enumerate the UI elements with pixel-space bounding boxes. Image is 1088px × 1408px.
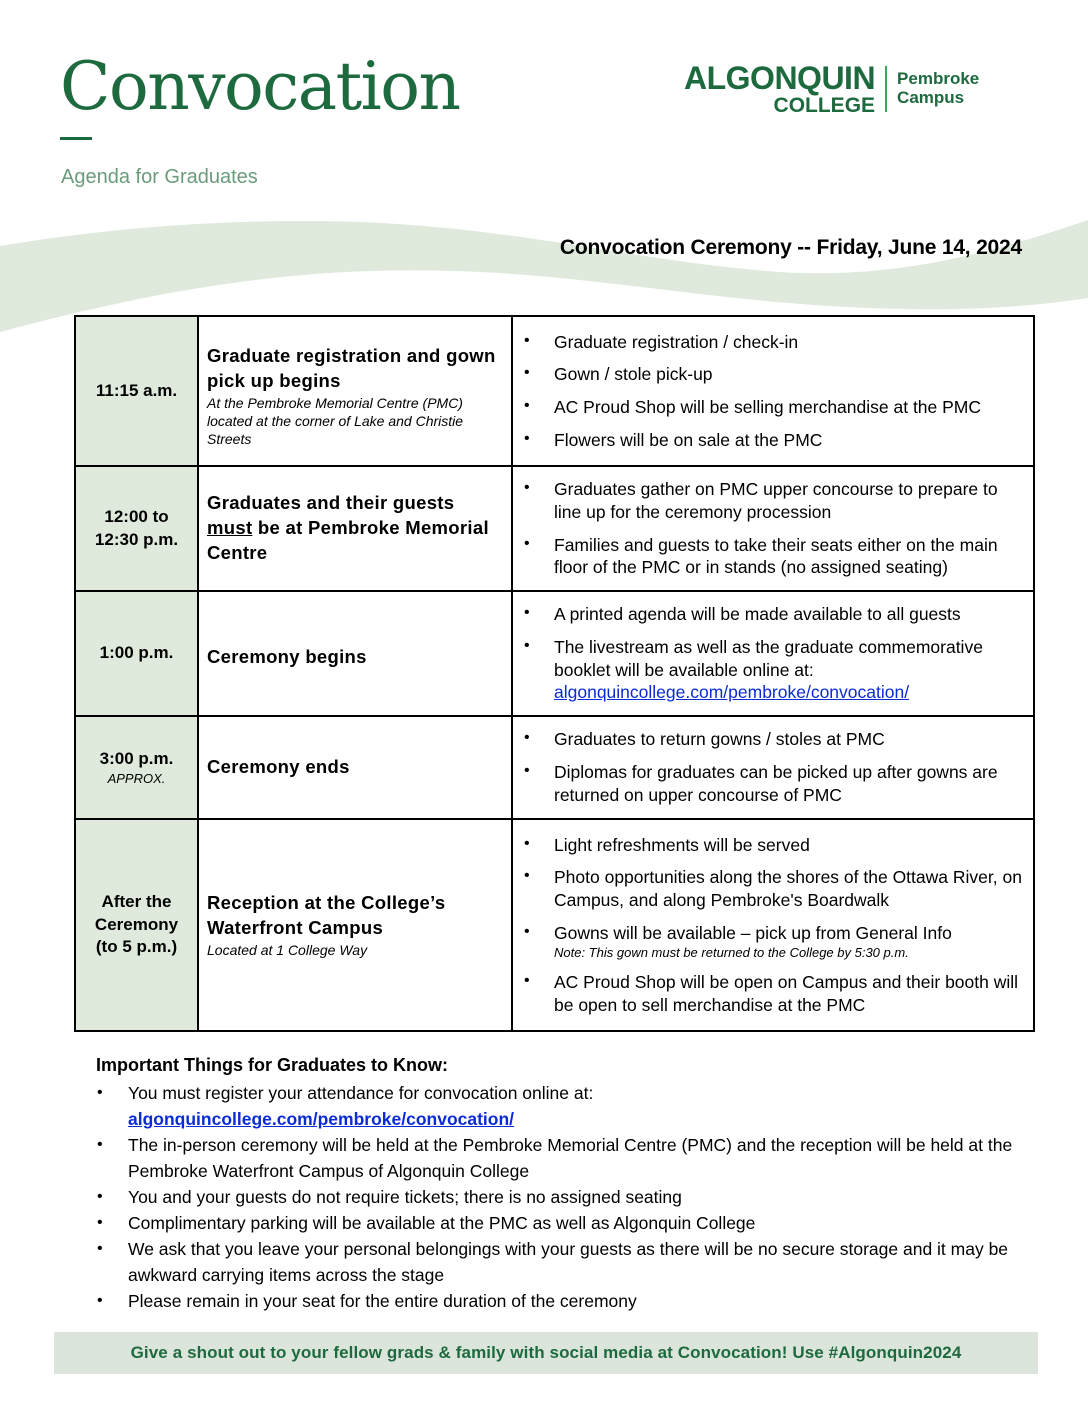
event-cell [198,316,512,466]
event-cell [198,716,512,819]
social-media-banner [54,1332,1038,1374]
event-cell [198,466,512,591]
social-media-banner-text: Give a shout out to your fellow grads & family with social media at Convocation! Use #Algonquin2024 [130,1343,962,1362]
important-item: • Complimentary parking will be available at the PMC as well as Algonquin College [96,1210,1036,1236]
details-cell [512,316,1034,466]
details-item: • Graduate registration / check-in [521,331,1023,354]
title-underline-rule [60,137,92,140]
logo-campus-line1: Pembroke [897,69,980,89]
time-text: 1:00 p.m. [99,643,174,663]
details-item: • Gown / stole pick-up [521,363,1023,386]
event-title-before: Graduates and their guests [207,492,455,514]
details-list [521,728,1023,806]
agenda-row [75,591,1034,716]
event-note: At the Pembroke Memorial Centre (PMC) located at the corner of Lake and Christie Streets [207,394,464,448]
important-list [96,1080,1036,1314]
event-title: Ceremony begins [207,646,367,668]
event-title-after: be at Pembroke Memorial Centre [207,517,489,563]
details-item: • AC Proud Shop will be selling merchandise at the PMC [521,396,1023,419]
page-subtitle: Agenda for Graduates [61,166,258,188]
event-title-emphasis: must [207,517,253,539]
algonquin-college-logo [684,62,979,116]
details-item: • Light refreshments will be served [521,834,1023,857]
time-cell [75,591,198,716]
logo-college-text: COLLEGE [773,94,876,117]
important-item: • We ask that you leave your personal belongings with your guests as there will be no secure storage and it may be awkward carrying items across the stage [96,1236,1036,1288]
logo-divider [885,66,887,112]
important-item: • The in-person ceremony will be held at the Pembroke Memorial Centre (PMC) and the reception will be held at the Pembroke Waterfront Campus of Algonquin College [96,1132,1036,1184]
logo-wordmark [684,62,875,116]
agenda-row [75,466,1034,591]
convocation-link[interactable]: algonquincollege.com/pembroke/convocation/ [554,682,910,703]
details-cell [512,466,1034,591]
logo-campus-line2: Campus [897,88,965,107]
details-list [521,331,1023,452]
time-cell [75,466,198,591]
important-item [96,1080,1036,1132]
time-cell [75,716,198,819]
time-cell [75,819,198,1031]
details-item: • Families and guests to take their seats either on the main floor of the PMC or in stands (no assigned seating) [521,534,1023,580]
important-item: • Please remain in your seat for the entire duration of the ceremony [96,1288,1036,1314]
details-item: • Graduates to return gowns / stoles at PMC [521,728,1023,751]
agenda-table [74,315,1035,1032]
event-cell [198,819,512,1031]
important-item-text: You must register your attendance for convocation online at: [128,1083,594,1103]
details-item: • AC Proud Shop will be open on Campus and their booth will be open to sell merchandise at the PMC [521,971,1023,1017]
event-title [207,491,503,566]
event-title: Reception at the College’s Waterfront Campus [207,891,446,938]
details-cell [512,591,1034,716]
details-item: • Photo opportunities along the shores of the Ottawa River, on Campus, and along Pembroke's Boardwalk [521,866,1023,912]
important-heading: Important Things for Graduates to Know: [96,1055,448,1075]
event-title: Ceremony ends [207,756,350,778]
details-item: • Graduates gather on PMC upper concourse to prepare to line up for the ceremony procession [521,478,1023,524]
time-text: 12:00 to 12:30 p.m. [94,506,179,549]
event-cell [198,591,512,716]
details-list [521,834,1023,1017]
time-text: 11:15 a.m. [95,380,178,400]
agenda-row [75,819,1034,1031]
important-item: • You and your guests do not require tickets; there is no assigned seating [96,1184,1036,1210]
details-item: • A printed agenda will be made available to all guests [521,603,1023,626]
agenda-row [75,716,1034,819]
time-text: After the Ceremony (to 5 p.m.) [94,891,179,957]
event-note: Located at 1 College Way [207,941,368,958]
event-title: Graduate registration and gown pick up begins [207,344,496,391]
details-item [521,922,1023,961]
details-cell [512,716,1034,819]
details-item-text: The livestream as well as the graduate commemorative booklet will be available online at: [554,636,983,680]
details-item [521,636,1023,704]
register-link[interactable]: algonquincollege.com/pembroke/convocation/ [128,1109,515,1129]
time-cell [75,316,198,466]
details-cell [512,819,1034,1031]
time-text: 3:00 p.m. [99,749,174,769]
important-section [96,1055,1036,1314]
details-list [521,603,1023,704]
time-approx-note: APPROX. [107,771,166,787]
logo-algonquin-text: ALGONQUIN [684,60,876,96]
details-item-text: Gowns will be available – pick up from General Info [554,922,952,943]
logo-campus [897,70,979,107]
details-item: • Flowers will be on sale at the PMC [521,429,1023,452]
page-title: Convocation [60,48,460,125]
details-list [521,478,1023,579]
agenda-row [75,316,1034,466]
ceremony-heading: Convocation Ceremony -- Friday, June 14, 2024 [559,236,1022,259]
gown-return-note: Note: This gown must be returned to the College by 5:30 p.m. [554,944,909,960]
details-item: • Diplomas for graduates can be picked up after gowns are returned on upper concourse of PMC [521,761,1023,807]
